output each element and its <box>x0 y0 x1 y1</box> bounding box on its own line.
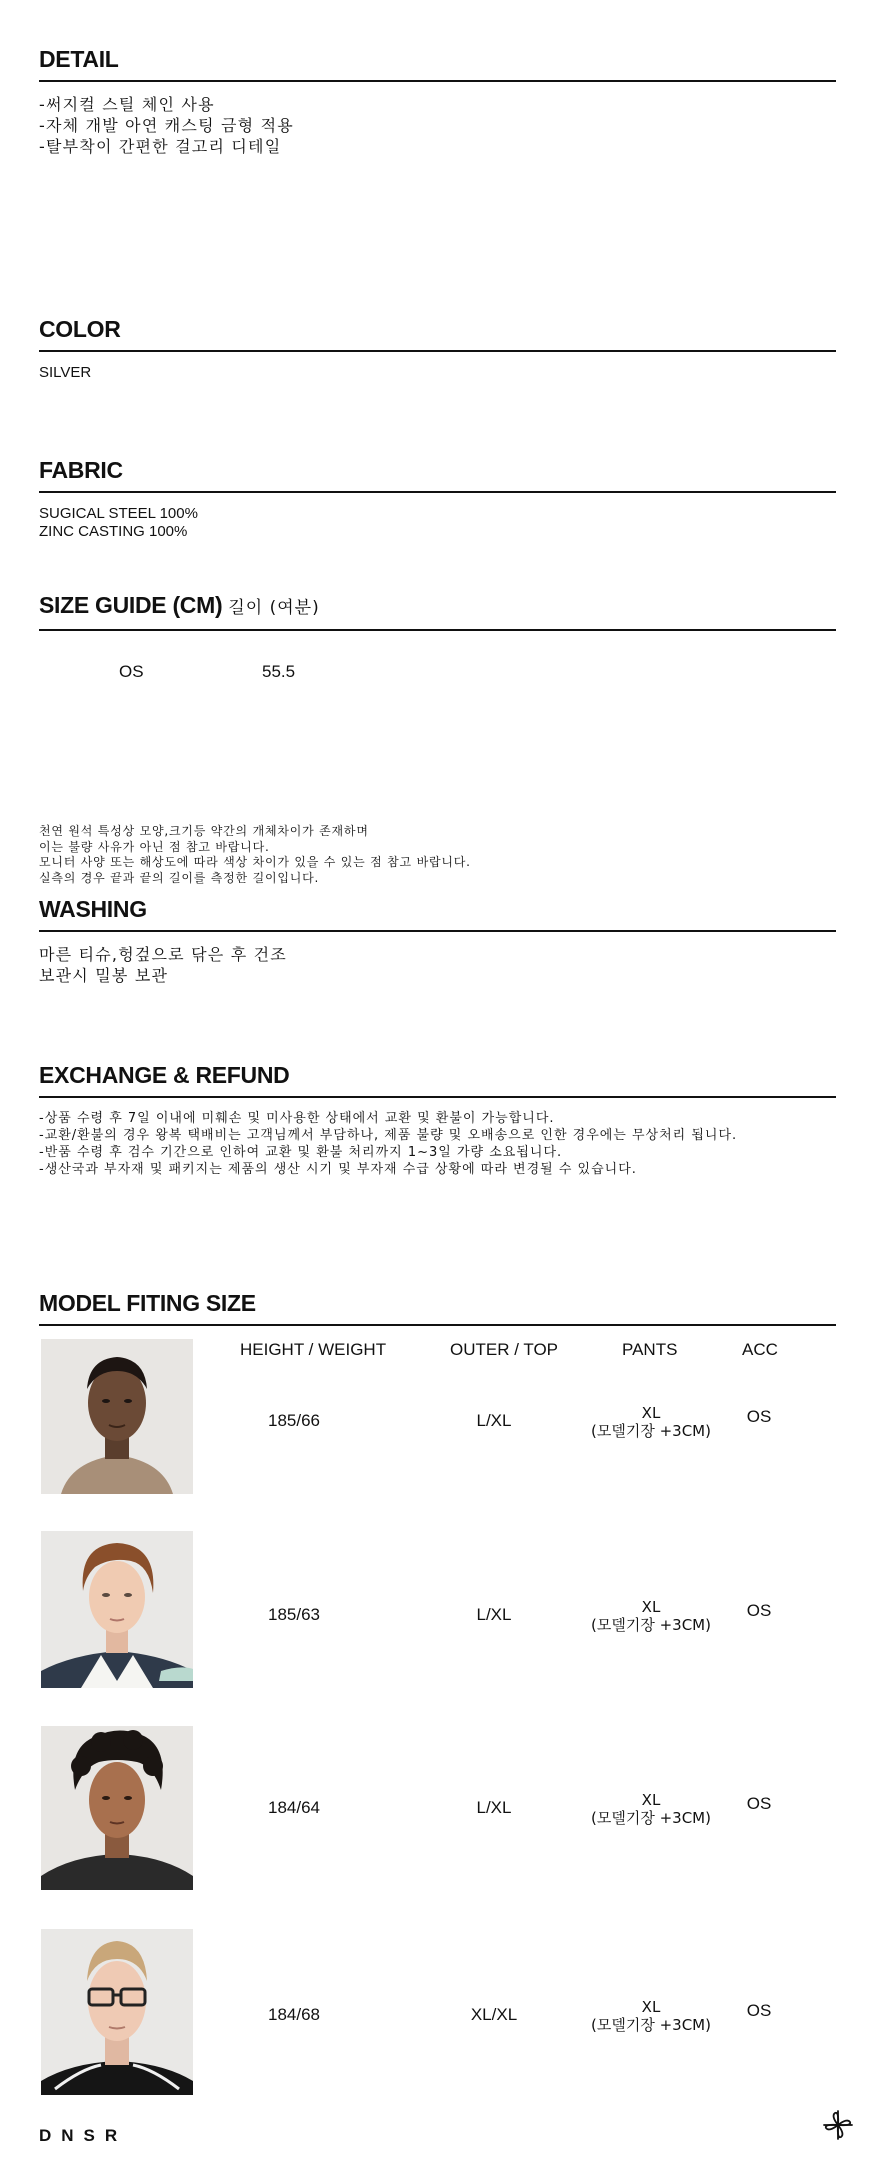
model-acc: OS <box>746 1407 772 1426</box>
exchange-line: -상품 수령 후 7일 이내에 미훼손 및 미사용한 상태에서 교환 및 환불이 가능합니다. <box>39 1111 555 1126</box>
model-outer-top: L/XL <box>476 1798 512 1817</box>
model-acc: OS <box>746 1794 772 1813</box>
model-pants <box>581 1404 721 1440</box>
size-note: 이는 불량 사유가 아닌 점 참고 바랍니다. <box>39 839 270 854</box>
exchange-line: -반품 수령 후 검수 기간으로 인하여 교환 및 환불 처리까지 1~3일 가량 소요됩니다. <box>39 1145 563 1160</box>
washing-text <box>39 944 836 986</box>
exchange-line: -생산국과 부자재 및 패키지는 제품의 생산 시기 및 부자재 수급 상황에 따라 변경될 수 있습니다. <box>39 1162 637 1177</box>
color-section <box>39 314 836 382</box>
fabric-title: FABRIC <box>39 455 836 493</box>
size-guide-title <box>39 590 836 631</box>
model-height-weight: 184/64 <box>268 1798 320 1817</box>
product-info-page <box>39 0 836 2166</box>
header-outer-top: OUTER / TOP <box>450 1340 559 1359</box>
detail-line: -써지컬 스틸 체인 사용 <box>39 95 215 114</box>
brand-logo: DNSR <box>39 2126 128 2145</box>
model-photo <box>41 1531 193 1688</box>
fabric-line: SUGICAL STEEL 100% <box>39 505 198 522</box>
exchange-title: EXCHANGE & REFUND <box>39 1060 836 1098</box>
detail-line: -탈부착이 간편한 걸고리 디테일 <box>39 137 282 156</box>
detail-line: -자체 개발 아연 캐스팅 금형 적용 <box>39 116 294 135</box>
washing-section <box>39 894 836 986</box>
model-photo <box>41 1339 193 1494</box>
model-fit-title: MODEL FITING SIZE <box>39 1288 836 1326</box>
model-row <box>39 1929 836 2089</box>
header-pants: PANTS <box>622 1340 678 1359</box>
size-value: 55.5 <box>262 662 296 681</box>
model-pants-note: (모델기장 +3CM) <box>591 1809 711 1827</box>
washing-title: WASHING <box>39 894 836 932</box>
fabric-line: ZINC CASTING 100% <box>39 523 188 540</box>
model-pants <box>581 1598 721 1634</box>
model-row <box>39 1531 836 1691</box>
size-note: 실측의 경우 끝과 끝의 길이를 측정한 길이입니다. <box>39 870 320 885</box>
model-acc: OS <box>746 1601 772 1620</box>
exchange-text <box>39 1110 836 1178</box>
model-pants-size: XL <box>641 1598 661 1616</box>
size-guide-subtitle: 길이 (여분) <box>228 598 320 618</box>
model-row <box>39 1339 836 1499</box>
model-pants-size: XL <box>641 1998 661 2016</box>
model-row <box>39 1726 836 1886</box>
size-guide-heading: SIZE GUIDE (CM) <box>39 592 223 618</box>
fabric-section <box>39 455 836 541</box>
model-height-weight: 184/68 <box>268 2005 320 2024</box>
model-outer-top: XL/XL <box>470 2005 518 2024</box>
size-guide-section <box>39 590 836 890</box>
fabric-text <box>39 505 836 541</box>
detail-section <box>39 44 836 157</box>
model-photo <box>41 1726 193 1890</box>
model-pants-note: (모델기장 +3CM) <box>591 2016 711 2034</box>
header-acc: ACC <box>742 1340 778 1359</box>
color-value: SILVER <box>39 364 92 381</box>
header-height-weight: HEIGHT / WEIGHT <box>240 1340 387 1359</box>
model-pants <box>581 1791 721 1827</box>
size-note: 천연 원석 특성상 모양,크기등 약간의 개체차이가 존재하며 <box>39 824 369 838</box>
model-pants-size: XL <box>641 1404 661 1422</box>
size-notes <box>39 824 471 886</box>
model-outer-top: L/XL <box>476 1411 512 1430</box>
model-photo <box>41 1929 193 2095</box>
model-pants <box>581 1998 721 2034</box>
model-pants-note: (모델기장 +3CM) <box>591 1422 711 1440</box>
exchange-line: -교환/환불의 경우 왕복 택배비는 고객님께서 부담하나, 제품 불량 및 오배송으로 인한 경우에는 무상처리 됩니다. <box>39 1128 738 1143</box>
model-outer-top: L/XL <box>476 1605 512 1624</box>
washing-line: 보관시 밀봉 보관 <box>39 966 169 985</box>
exchange-section <box>39 1060 836 1178</box>
size-note: 모니터 사양 또는 해상도에 따라 색상 차이가 있을 수 있는 점 참고 바랍니다. <box>39 855 471 869</box>
washing-line: 마른 티슈,헝겊으로 닦은 후 건조 <box>39 945 287 964</box>
size-label: OS <box>119 662 144 681</box>
color-title: COLOR <box>39 314 836 352</box>
model-acc: OS <box>746 2001 772 2020</box>
model-height-weight: 185/66 <box>268 1411 320 1430</box>
model-height-weight: 185/63 <box>268 1605 320 1624</box>
model-pants-size: XL <box>641 1791 661 1809</box>
model-fit-section <box>39 1288 836 1326</box>
detail-text <box>39 94 836 157</box>
brand-star-mark-icon <box>821 2108 855 2142</box>
model-pants-note: (모델기장 +3CM) <box>591 1616 711 1634</box>
detail-title: DETAIL <box>39 44 836 82</box>
